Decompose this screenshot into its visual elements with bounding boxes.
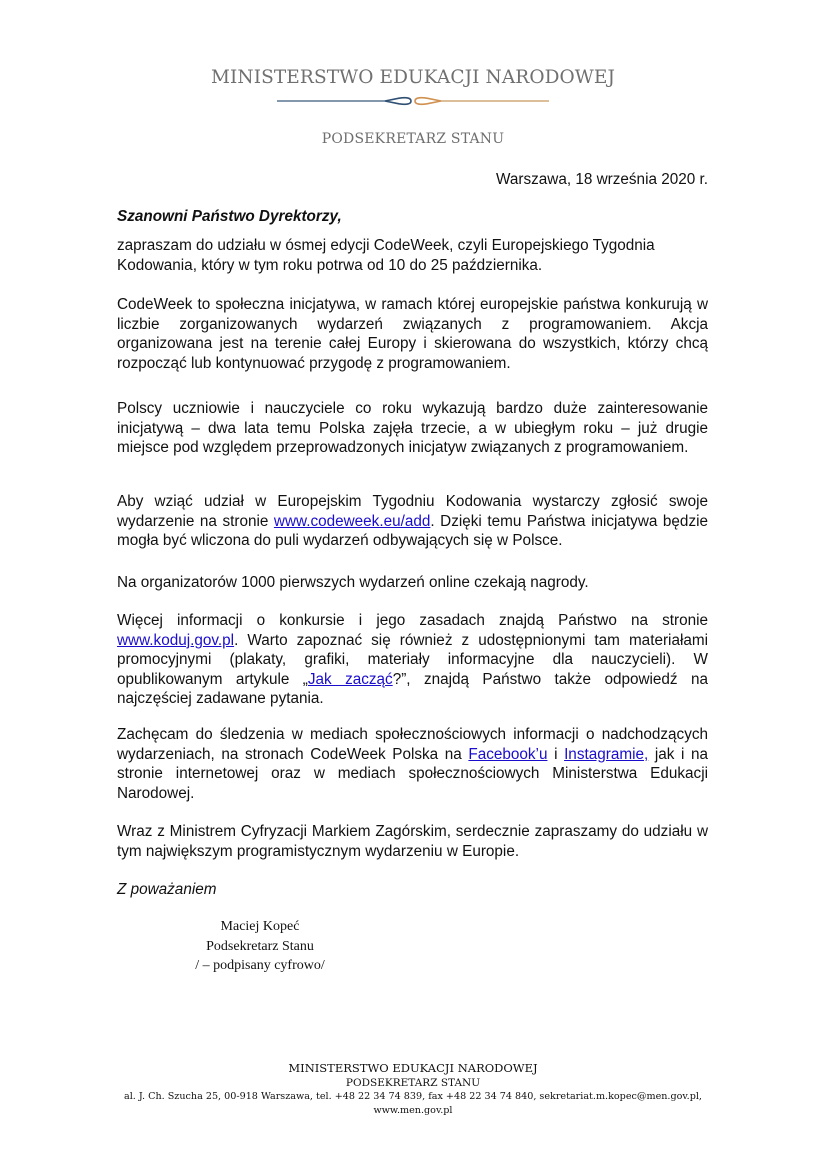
footer-office: PODSEKRETARZ STANU (345, 1077, 481, 1089)
paragraph-invitation: zapraszam do udziału w ósmej edycji CodeWeek, czyli Europejskiego Tygodnia Kodowania, który w tym roku potrwa od 10 do 25 października. (117, 237, 655, 274)
text: Więcej informacji o konkursie i jego zasadach znajdą Państwo na stronie (117, 612, 708, 629)
letterhead (0, 66, 826, 108)
paragraph-prizes: Na organizatorów 1000 pierwszych wydarzeń online czekają nagrody. (117, 574, 589, 591)
paragraph-social-media (117, 725, 708, 803)
text: ?”, znajdą Państwo także odpowiedź na najczęściej zadawane pytania. (117, 670, 708, 708)
paragraph-poland-results: Polscy uczniowie i nauczyciele co roku wykazują bardzo duże zainteresowanie inicjatywą – dwa lata temu Polska zajęła trzecie, a w ubiegłym roku – już drugie miejsce pod względem przeprowadzonych inicjatyw związanych z programowaniem. (117, 400, 708, 457)
paragraph-more-info (117, 611, 708, 709)
text: Aby wziąć udział w Europejskim Tygodniu Kodowania wystarczy zgłosić swoje wydarzenie na stronie (117, 493, 708, 530)
koduj-link[interactable]: www.koduj.gov.pl (117, 631, 235, 649)
signatory-title: Podsekretarz Stanu (206, 938, 314, 954)
office-subtitle: PODSEKRETARZ STANU (321, 131, 505, 147)
closing: Z poważaniem (117, 881, 217, 898)
letter-date: Warszawa, 18 września 2020 r. (496, 171, 708, 188)
text: . Warto zapoznać się również z udostępnionymi tam materiałami promocyjnymi (plakaty, grafiki, materiały informacyjne dla nauczycieli). W opublikowanym artykule „ (117, 631, 708, 688)
codeweek-add-link[interactable]: www.codeweek.eu/add (273, 512, 431, 530)
footer (0, 1061, 826, 1118)
text: Zachęcam do śledzenia w mediach społecznościowych informacji o nadchodzących wydarzeniach, na stronach CodeWeek Polska na (117, 726, 708, 763)
text: jak i na stronie internetowej oraz w mediach społecznościowych Ministerstwa Edukacji Narodowej. (117, 745, 708, 802)
footer-address: al. J. Ch. Szucha 25, 00-918 Warszawa, tel. +48 22 34 74 839, fax +48 22 34 74 840, sekretariat.m.kopec@men.gov.pl, (124, 1091, 702, 1102)
jak-zaczac-link[interactable]: Jak zacząć (307, 670, 393, 688)
text: . Dzięki temu Państwa inicjatywa będzie mogła być wliczona do puli wydarzeń odbywających się w Polsce. (117, 512, 708, 550)
facebook-link[interactable]: Facebook’u (468, 745, 548, 763)
text: i (547, 745, 565, 763)
instagram-link[interactable]: Instagramie, (564, 745, 649, 763)
signature-note: / – podpisany cyfrowo/ (195, 958, 325, 973)
paragraph-closing-invite: Wraz z Ministrem Cyfryzacji Markiem Zagórskim, serdecznie zapraszamy do udziału w tym największym programistycznym wydarzeniu w Europie. (117, 823, 708, 860)
ministry-title: MINISTERSTWO EDUKACJI NARODOWEJ (210, 67, 616, 88)
footer-ministry: MINISTERSTWO EDUKACJI NARODOWEJ (288, 1061, 538, 1075)
salutation: Szanowni Państwo Dyrektorzy, (117, 208, 342, 225)
paragraph-about-codeweek: CodeWeek to społeczna inicjatywa, w ramach której europejskie państwa konkurują w liczbie zorganizowanych wydarzeń związanych z programowaniem. Akcja organizowana jest na terenie całej Europy i skierowana do wszystkich, którzy chcą rozpocząć lub kontynuować przygodę z programowaniem. (117, 296, 708, 372)
signature-block (160, 917, 360, 976)
signatory-name: Maciej Kopeć (220, 919, 300, 934)
footer-website: www.men.gov.pl (373, 1105, 453, 1116)
ornament-divider-icon (273, 94, 553, 108)
paragraph-registration (117, 492, 708, 551)
